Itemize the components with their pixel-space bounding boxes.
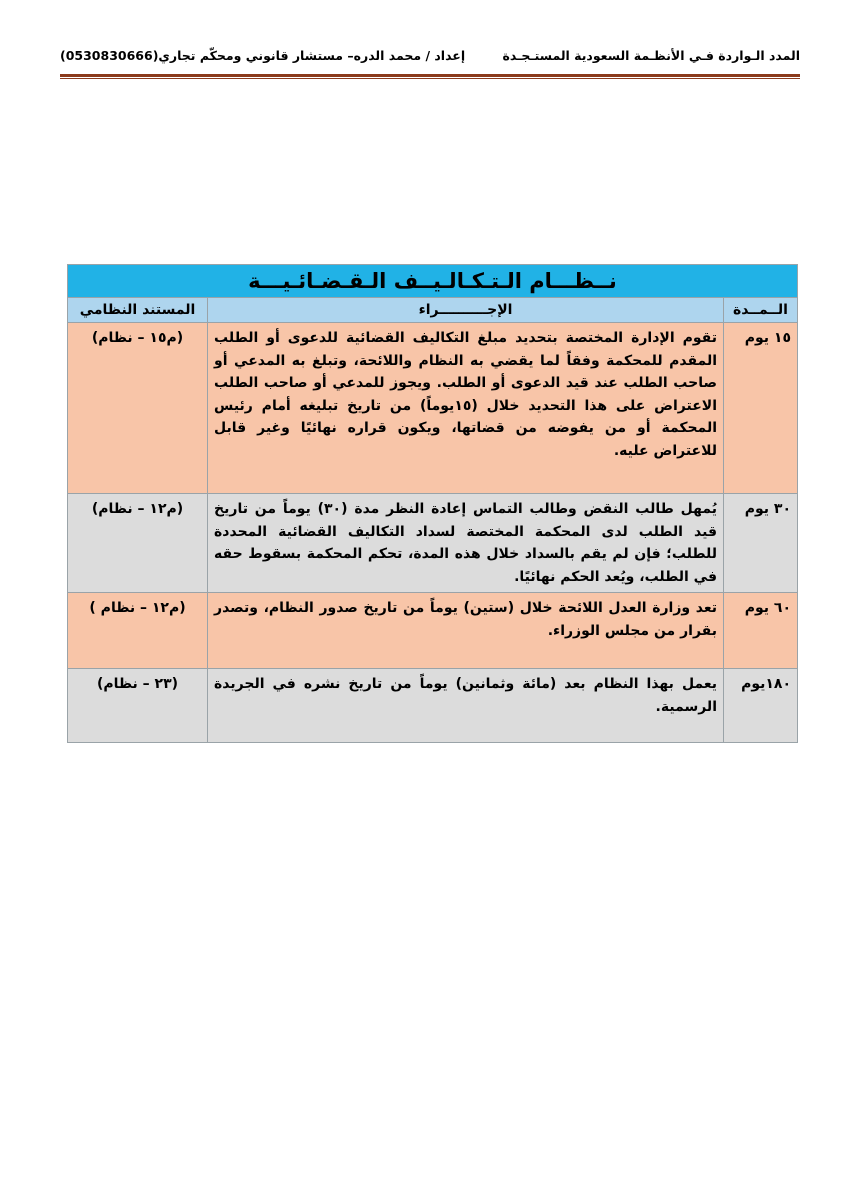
table-row (68, 669, 798, 743)
reference-cell: (م١٢ – نظام) (68, 494, 208, 593)
procedure-cell: تقوم الإدارة المختصة بتحديد مبلغ التكاليف القضائية للدعوى أو الطلب المقدم للمحكمة وفقاً لما يقضي به النظام واللائحة، وتبلغ به المدعي أو صاحب الطلب عند قيد الدعوى أو الطلب. ويجوز للمدعي أو صاحب الطلب الاعتراض على هذا التحديد خلال (١٥يوماً) من تاريخ تبليغه أمام رئيس المحكمة أو من يفوضه من قضاتها، ويكون قراره نهائيًا وغير قابل للاعتراض عليه. (208, 323, 724, 494)
column-header-reference: المستند النظامي (68, 298, 208, 323)
table-row (68, 323, 798, 494)
duration-cell: ١٨٠يوم (724, 669, 798, 743)
header-divider-thin (60, 78, 800, 79)
judicial-fees-table (67, 264, 798, 743)
header-divider (60, 74, 800, 77)
reference-cell: (٢٣ – نظام) (68, 669, 208, 743)
duration-cell: ٣٠ يوم (724, 494, 798, 593)
procedure-cell: تعد وزارة العدل اللائحة خلال (ستين) يوماً من تاريخ صدور النظام، وتصدر بقرار من مجلس الوزراء. (208, 593, 724, 669)
table-row (68, 494, 798, 593)
procedure-cell: يُمهل طالب النقض وطالب التماس إعادة النظر مدة (٣٠) يوماً من تاريخ قيد الطلب لدى المحكمة المختصة لسداد التكاليف القضائية المحددة للطلب؛ فإن لم يقم بالسداد خلال هذه المدة، تحكم المحكمة بسقوط حقه في الطلب، ويُعد الحكم نهائيًا. (208, 494, 724, 593)
duration-cell: ٦٠ يوم (724, 593, 798, 669)
reference-cell: (م١٥ – نظام) (68, 323, 208, 494)
table-title: نــظـــام الـتـكـالـيــف الـقـضـائـيـــة (68, 265, 798, 298)
column-header-duration: الــمــدة (724, 298, 798, 323)
document-title: المدد الـواردة فـي الأنظـمة السعودية المستـجـدة (502, 48, 800, 63)
procedure-cell: يعمل بهذا النظام بعد (مائة وثمانين) يوماً من تاريخ نشره في الجريدة الرسمية. (208, 669, 724, 743)
reference-cell: (م١٢ – نظام ) (68, 593, 208, 669)
table-row (68, 593, 798, 669)
column-header-procedure: الإجــــــــــراء (208, 298, 724, 323)
duration-cell: ١٥ يوم (724, 323, 798, 494)
author-credit: إعداد / محمد الدره– مستشار قانوني ومحكّم تجاري(0530830666) (60, 48, 466, 63)
table-header-row (68, 298, 798, 323)
page-header (60, 48, 800, 70)
